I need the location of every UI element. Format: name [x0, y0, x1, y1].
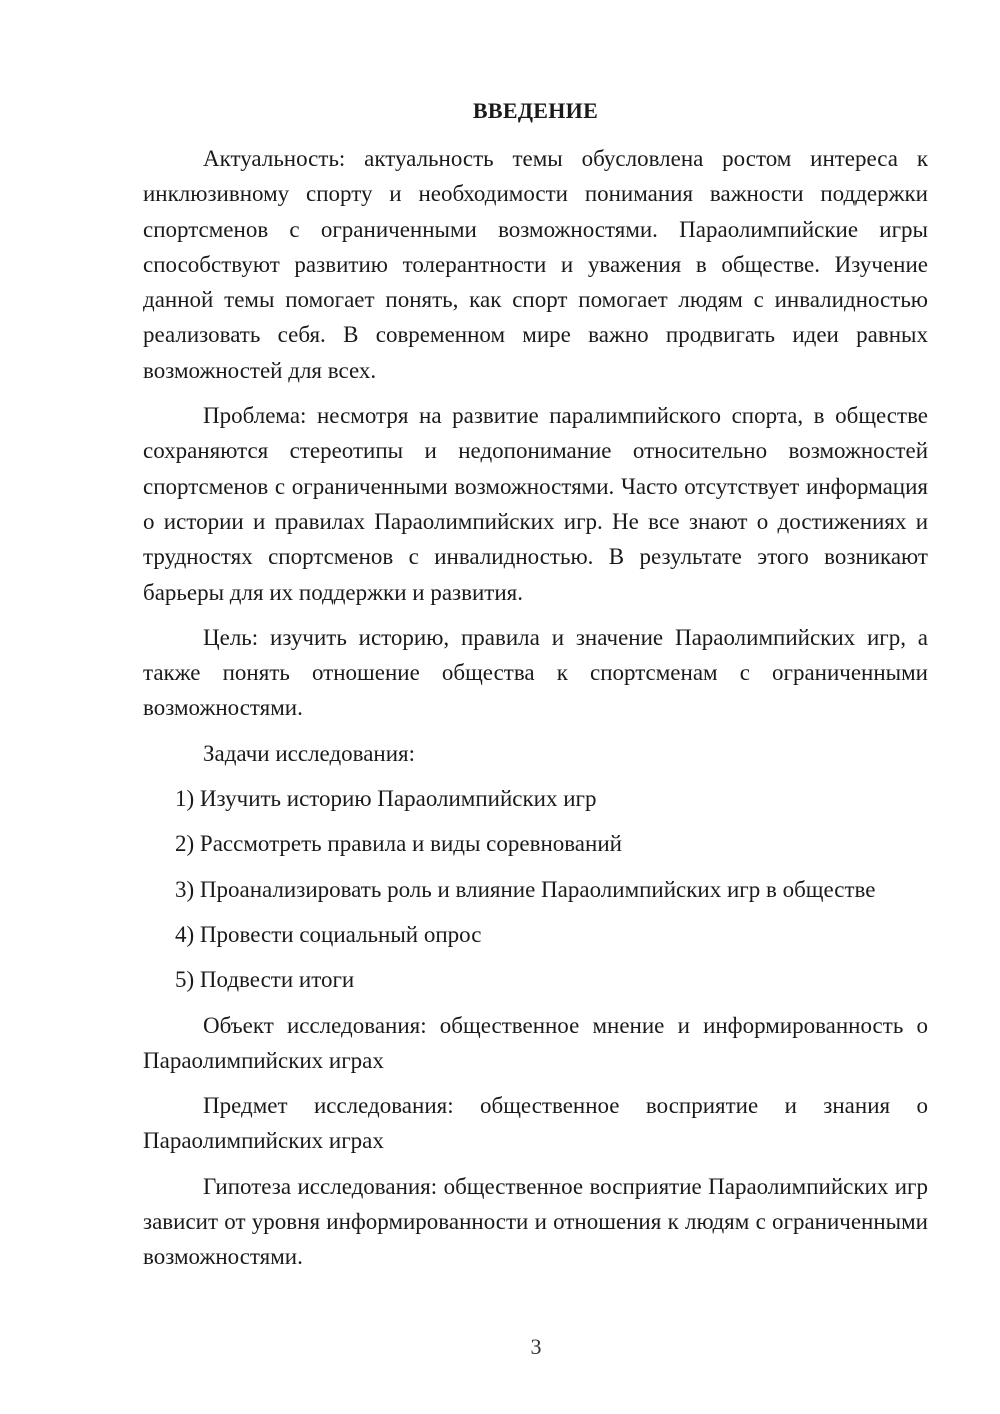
tasks-list [143, 781, 928, 997]
paragraph-object: Объект исследования: общественное мнение и информированность о Параолимпийских играх [143, 1012, 928, 1073]
paragraph-subject: Предмет исследования: общественное восприятие и знания о Параолимпийских играх [143, 1093, 928, 1154]
document-body [143, 141, 928, 1275]
task-item: 5) Подвести итоги [175, 967, 355, 993]
page-number: 3 [530, 1334, 542, 1359]
task-item: 3) Проанализировать роль и влияние Параолимпийских игр в обществе [175, 876, 876, 902]
paragraph-goal: Цель: изучить историю, правила и значение Параолимпийских игр, а также понять отношение общества к спортсменам с ограниченными возможностями. [143, 624, 928, 721]
tasks-heading: Задачи исследования: [203, 740, 416, 766]
paragraph-problem: Проблема: несмотря на развитие паралимпийского спорта, в обществе сохраняются стереотипы и недопонимание относительно возможностей спортсменов с ограниченными возможностями. Часто отсутствует информация о истории и правилах Параолимпийских игр. Не все знают о достижениях и трудностях спортсменов с инвалидностью. В результате этого возникают барьеры для их поддержки и развития. [143, 403, 928, 605]
page-title: ВВЕДЕНИЕ [472, 98, 599, 123]
task-item: 1) Изучить историю Параолимпийских игр [175, 786, 597, 812]
paragraph-relevance: Актуальность: актуальность темы обусловлена ростом интереса к инклюзивному спорту и необходимости понимания важности поддержки спортсменов с ограниченными возможностями. Параолимпийские игры способствуют развитию толерантности и уважения в обществе. Изучение данной темы помогает понять, как спорт помогает людям с инвалидностью реализовать себя. В современном мире важно продвигать идеи равных возможностей для всех. [143, 146, 928, 383]
task-item: 2) Рассмотреть правила и виды соревнований [175, 831, 622, 857]
paragraph-hypothesis: Гипотеза исследования: общественное восприятие Параолимпийских игр зависит от уровня информированности и отношения к людям с ограниченными возможностями. [143, 1173, 928, 1270]
task-item: 4) Провести социальный опрос [175, 921, 482, 947]
